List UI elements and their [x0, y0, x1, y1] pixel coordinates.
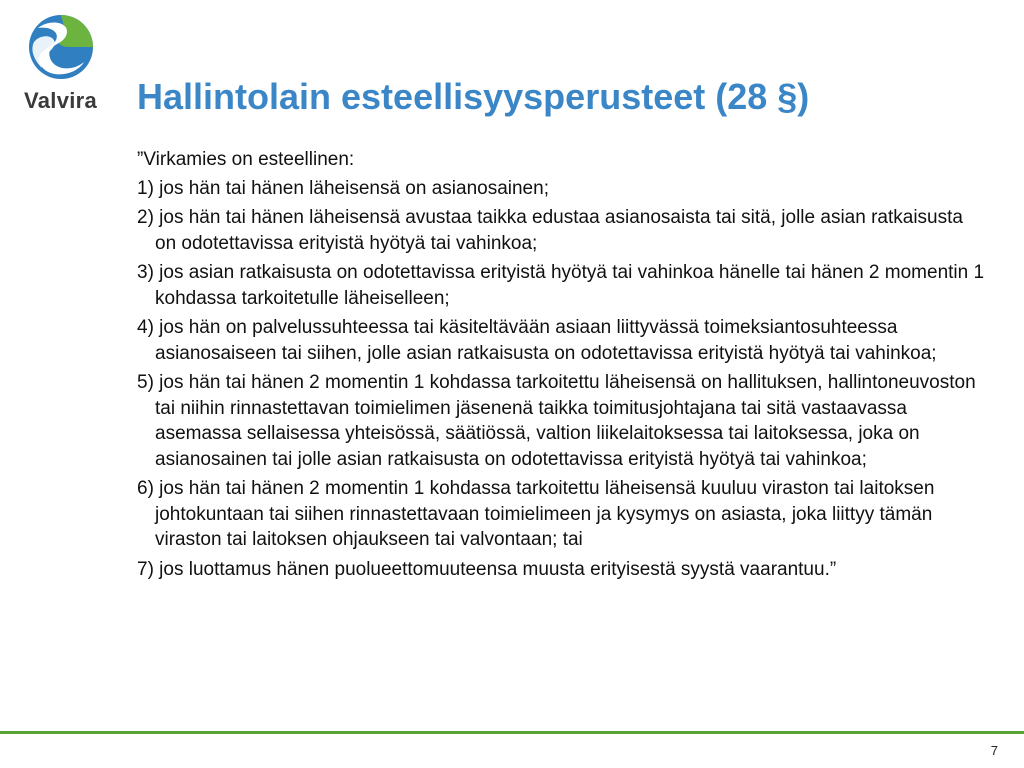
- intro-text: ”Virkamies on esteellinen:: [137, 149, 355, 170]
- footer-divider: [0, 731, 1024, 734]
- slide-title: Hallintolain esteellisyysperusteet (28 §): [137, 76, 810, 117]
- list-item: 5) jos hän tai hänen 2 momentin 1 kohdassa tarkoitettu läheisensä on hallituksen, hallintoneuvoston tai niihin rinnastettavan toimielimen jäsenenä taikka toimitusjohtajana tai sitä vastaavassa asemassa sellaisessa yhteisössä, säätiössä, valtion liikelaitoksessa tai laitoksessa, joka on asianosainen tai jolle asian ratkaisusta on odotettavissa erityistä hyötyä tai vahinkoa;: [137, 372, 976, 470]
- logo-text: Valvira: [24, 88, 98, 113]
- page-number: 7: [990, 743, 998, 758]
- valvira-logo: [22, 14, 102, 114]
- slide-content: [137, 147, 987, 586]
- list-item: 7) jos luottamus hänen puolueettomuuteensa muusta erityisestä syystä vaarantuu.”: [137, 558, 837, 580]
- list-item: 1) jos hän tai hänen läheisensä on asianosainen;: [137, 177, 549, 199]
- valvira-swirl-logo-icon: [28, 14, 94, 80]
- list-item: 3) jos asian ratkaisusta on odotettavissa erityistä hyötyä tai vahinkoa hänelle tai hänen 2 momentin 1 kohdassa tarkoitetulle läheiselleen;: [137, 262, 985, 309]
- list-item: 4) jos hän on palvelussuhteessa tai käsiteltävään asiaan liittyvässä toimeksiantosuhteessa asianosaiseen tai siihen, jolle asian ratkaisusta on odotettavissa erityistä hyötyä tai vahinkoa;: [137, 317, 937, 364]
- criteria-list: [137, 176, 987, 583]
- list-item: 2) jos hän tai hänen läheisensä avustaa taikka edustaa asianosaista tai sitä, jolle asian ratkaisusta on odotettavissa erityistä hyötyä tai vahinkoa;: [137, 207, 963, 254]
- list-item: 6) jos hän tai hänen 2 momentin 1 kohdassa tarkoitettu läheisensä kuuluu viraston tai laitoksen johtokuntaan tai siihen rinnastettavaan toimielimeen ja kysymys on asiasta, joka liittyy tämän viraston tai laitoksen ohjaukseen tai valvontaan; tai: [137, 478, 935, 550]
